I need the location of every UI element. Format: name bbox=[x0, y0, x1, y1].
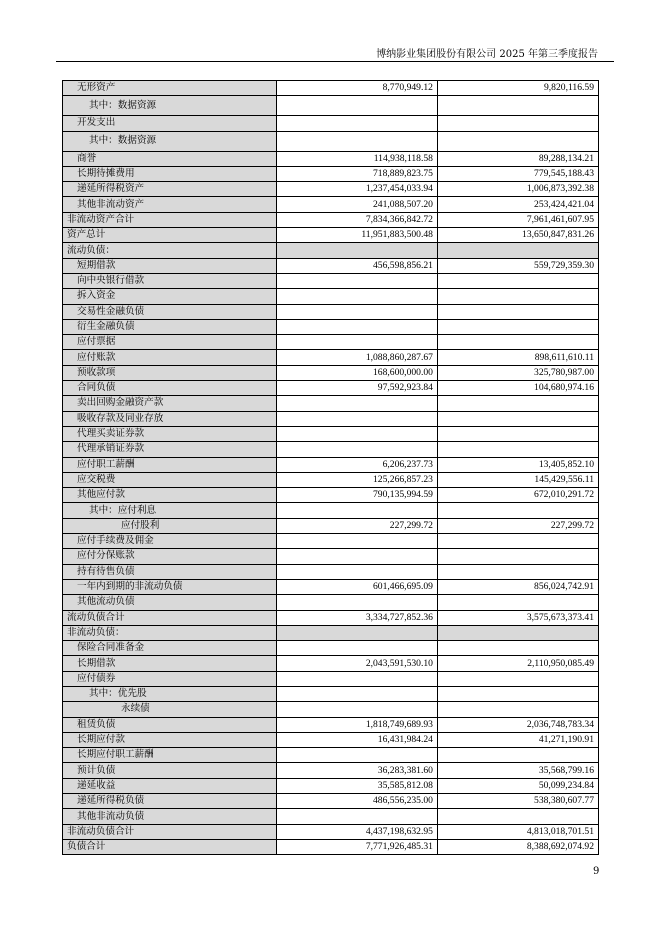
row-label: 其他非流动资产 bbox=[63, 197, 277, 212]
current-period-value bbox=[277, 319, 438, 334]
table-row bbox=[63, 365, 599, 380]
current-period-value: 4,437,198,632.95 bbox=[277, 824, 438, 839]
current-period-value bbox=[277, 625, 438, 640]
prior-period-value: 8,388,692,074.92 bbox=[437, 839, 598, 854]
prior-period-value: 253,424,421.04 bbox=[437, 197, 598, 212]
current-period-value bbox=[277, 396, 438, 411]
table-row bbox=[63, 534, 599, 549]
table-row bbox=[63, 579, 599, 594]
prior-period-value: 898,611,610.11 bbox=[437, 350, 598, 365]
table-row bbox=[63, 564, 599, 579]
row-label: 其他流动负债 bbox=[63, 595, 277, 610]
header-divider bbox=[56, 61, 614, 62]
table-row bbox=[63, 824, 599, 839]
table-row bbox=[63, 166, 599, 181]
row-label: 卖出回购金融资产款 bbox=[63, 396, 277, 411]
table-row bbox=[63, 656, 599, 671]
current-period-value: 7,834,366,842.72 bbox=[277, 212, 438, 227]
current-period-value: 456,598,856.21 bbox=[277, 258, 438, 273]
table-row bbox=[63, 273, 599, 288]
prior-period-value: 41,271,190.91 bbox=[437, 732, 598, 747]
table-row bbox=[63, 381, 599, 396]
current-period-value bbox=[277, 116, 438, 131]
row-label: 其中：优先股 bbox=[63, 686, 277, 701]
current-period-value: 1,818,749,689.93 bbox=[277, 717, 438, 732]
current-period-value bbox=[277, 304, 438, 319]
current-period-value: 241,088,507.20 bbox=[277, 197, 438, 212]
table-row bbox=[63, 641, 599, 656]
prior-period-value bbox=[437, 131, 598, 151]
current-period-value bbox=[277, 96, 438, 116]
row-label: 开发支出 bbox=[63, 116, 277, 131]
current-period-value: 486,556,235.00 bbox=[277, 794, 438, 809]
row-label: 递延所得税负债 bbox=[63, 794, 277, 809]
table-row bbox=[63, 411, 599, 426]
table-row bbox=[63, 116, 599, 131]
table-row bbox=[63, 488, 599, 503]
row-label: 其他应付款 bbox=[63, 488, 277, 503]
prior-period-value: 227,299.72 bbox=[437, 518, 598, 533]
current-period-value: 36,283,381.60 bbox=[277, 763, 438, 778]
row-label: 应交税费 bbox=[63, 472, 277, 487]
row-label: 保险合同准备金 bbox=[63, 641, 277, 656]
row-label: 递延所得税资产 bbox=[63, 182, 277, 197]
prior-period-value bbox=[437, 426, 598, 441]
table-row bbox=[63, 81, 599, 96]
table-row bbox=[63, 472, 599, 487]
row-label: 吸收存款及同业存放 bbox=[63, 411, 277, 426]
current-period-value: 11,951,883,500.48 bbox=[277, 228, 438, 243]
table-row bbox=[63, 151, 599, 166]
table-row bbox=[63, 426, 599, 441]
current-period-value: 8,770,949.12 bbox=[277, 81, 438, 96]
prior-period-value bbox=[437, 748, 598, 763]
row-label: 其他非流动负债 bbox=[63, 809, 277, 824]
section-header-row bbox=[63, 625, 599, 640]
table-row bbox=[63, 442, 599, 457]
current-period-value bbox=[277, 534, 438, 549]
row-label: 一年内到期的非流动负债 bbox=[63, 579, 277, 594]
row-label: 负债合计 bbox=[63, 839, 277, 854]
current-period-value: 718,889,823.75 bbox=[277, 166, 438, 181]
table-row bbox=[63, 610, 599, 625]
current-period-value bbox=[277, 289, 438, 304]
row-label: 持有待售负债 bbox=[63, 564, 277, 579]
current-period-value bbox=[277, 426, 438, 441]
prior-period-value bbox=[437, 116, 598, 131]
row-label: 代理买卖证券款 bbox=[63, 426, 277, 441]
current-period-value: 114,938,118.58 bbox=[277, 151, 438, 166]
current-period-value bbox=[277, 809, 438, 824]
prior-period-value: 2,036,748,783.34 bbox=[437, 717, 598, 732]
table-row bbox=[63, 212, 599, 227]
current-period-value: 35,585,812.08 bbox=[277, 778, 438, 793]
table-row bbox=[63, 396, 599, 411]
row-label: 合同负债 bbox=[63, 381, 277, 396]
table-row bbox=[63, 778, 599, 793]
row-label: 资产总计 bbox=[63, 228, 277, 243]
prior-period-value bbox=[437, 335, 598, 350]
prior-period-value: 538,380,607.77 bbox=[437, 794, 598, 809]
table-row bbox=[63, 671, 599, 686]
current-period-value: 168,600,000.00 bbox=[277, 365, 438, 380]
prior-period-value bbox=[437, 289, 598, 304]
row-label: 长期借款 bbox=[63, 656, 277, 671]
row-label: 衍生金融负债 bbox=[63, 319, 277, 334]
table-row bbox=[63, 228, 599, 243]
row-label: 其中：数据资源 bbox=[63, 131, 277, 151]
table-row bbox=[63, 763, 599, 778]
current-period-value: 16,431,984.24 bbox=[277, 732, 438, 747]
prior-period-value: 89,288,134.21 bbox=[437, 151, 598, 166]
prior-period-value bbox=[437, 442, 598, 457]
table-row bbox=[63, 197, 599, 212]
current-period-value bbox=[277, 503, 438, 518]
prior-period-value bbox=[437, 641, 598, 656]
prior-period-value bbox=[437, 534, 598, 549]
row-label: 预收款项 bbox=[63, 365, 277, 380]
row-label: 流动负债： bbox=[63, 243, 277, 258]
row-label: 其中：数据资源 bbox=[63, 96, 277, 116]
report-header-title: 博纳影业集团股份有限公司 2025 年第三季度报告 bbox=[376, 49, 598, 60]
current-period-value bbox=[277, 564, 438, 579]
row-label: 应付分保账款 bbox=[63, 549, 277, 564]
row-label: 应付票据 bbox=[63, 335, 277, 350]
row-label: 永续债 bbox=[63, 702, 277, 717]
prior-period-value: 856,024,742.91 bbox=[437, 579, 598, 594]
prior-period-value bbox=[437, 304, 598, 319]
row-label: 应付债券 bbox=[63, 671, 277, 686]
prior-period-value: 35,568,799.16 bbox=[437, 763, 598, 778]
current-period-value: 3,334,727,852.36 bbox=[277, 610, 438, 625]
current-period-value bbox=[277, 335, 438, 350]
current-period-value bbox=[277, 702, 438, 717]
prior-period-value bbox=[437, 564, 598, 579]
prior-period-value: 672,010,291.72 bbox=[437, 488, 598, 503]
row-label: 应付股利 bbox=[63, 518, 277, 533]
page-number: 9 bbox=[593, 866, 600, 877]
table-row bbox=[63, 595, 599, 610]
current-period-value bbox=[277, 748, 438, 763]
current-period-value bbox=[277, 549, 438, 564]
current-period-value: 7,771,926,485.31 bbox=[277, 839, 438, 854]
row-label: 无形资产 bbox=[63, 81, 277, 96]
current-period-value: 97,592,923.84 bbox=[277, 381, 438, 396]
current-period-value bbox=[277, 595, 438, 610]
row-label: 非流动资产合计 bbox=[63, 212, 277, 227]
prior-period-value bbox=[437, 503, 598, 518]
row-label: 其中：应付利息 bbox=[63, 503, 277, 518]
table-row bbox=[63, 182, 599, 197]
prior-period-value bbox=[437, 319, 598, 334]
row-label: 代理承销证券款 bbox=[63, 442, 277, 457]
current-period-value bbox=[277, 273, 438, 288]
prior-period-value: 13,405,852.10 bbox=[437, 457, 598, 472]
prior-period-value bbox=[437, 702, 598, 717]
current-period-value bbox=[277, 131, 438, 151]
current-period-value: 1,237,454,033.94 bbox=[277, 182, 438, 197]
current-period-value bbox=[277, 442, 438, 457]
table-row bbox=[63, 794, 599, 809]
row-label: 向中央银行借款 bbox=[63, 273, 277, 288]
table-row bbox=[63, 839, 599, 854]
row-label: 商誉 bbox=[63, 151, 277, 166]
prior-period-value: 2,110,950,085.49 bbox=[437, 656, 598, 671]
table-row bbox=[63, 702, 599, 717]
table-row bbox=[63, 809, 599, 824]
balance-sheet-table bbox=[62, 80, 599, 855]
table-row bbox=[63, 732, 599, 747]
row-label: 拆入资金 bbox=[63, 289, 277, 304]
prior-period-value bbox=[437, 809, 598, 824]
prior-period-value: 779,545,188.43 bbox=[437, 166, 598, 181]
current-period-value: 790,135,994.59 bbox=[277, 488, 438, 503]
current-period-value bbox=[277, 243, 438, 258]
row-label: 流动负债合计 bbox=[63, 610, 277, 625]
table-row bbox=[63, 717, 599, 732]
current-period-value: 125,266,857.23 bbox=[277, 472, 438, 487]
prior-period-value bbox=[437, 396, 598, 411]
table-row bbox=[63, 131, 599, 151]
current-period-value: 227,299.72 bbox=[277, 518, 438, 533]
prior-period-value bbox=[437, 96, 598, 116]
row-label: 应付账款 bbox=[63, 350, 277, 365]
prior-period-value: 559,729,359.30 bbox=[437, 258, 598, 273]
prior-period-value: 13,650,847,831.26 bbox=[437, 228, 598, 243]
current-period-value bbox=[277, 671, 438, 686]
row-label: 递延收益 bbox=[63, 778, 277, 793]
table-row bbox=[63, 518, 599, 533]
prior-period-value: 7,961,461,607.95 bbox=[437, 212, 598, 227]
row-label: 短期借款 bbox=[63, 258, 277, 273]
table-row bbox=[63, 258, 599, 273]
balance-sheet-body bbox=[63, 81, 599, 855]
row-label: 长期应付职工薪酬 bbox=[63, 748, 277, 763]
row-label: 交易性金融负债 bbox=[63, 304, 277, 319]
prior-period-value: 145,429,556.11 bbox=[437, 472, 598, 487]
prior-period-value bbox=[437, 671, 598, 686]
current-period-value: 6,206,237.73 bbox=[277, 457, 438, 472]
section-header-row bbox=[63, 243, 599, 258]
table-row bbox=[63, 350, 599, 365]
row-label: 非流动负债合计 bbox=[63, 824, 277, 839]
table-row bbox=[63, 457, 599, 472]
current-period-value bbox=[277, 686, 438, 701]
table-row bbox=[63, 319, 599, 334]
table-row bbox=[63, 96, 599, 116]
prior-period-value bbox=[437, 686, 598, 701]
prior-period-value: 50,099,234.84 bbox=[437, 778, 598, 793]
prior-period-value bbox=[437, 625, 598, 640]
current-period-value: 2,043,591,530.10 bbox=[277, 656, 438, 671]
row-label: 长期应付款 bbox=[63, 732, 277, 747]
row-label: 租赁负债 bbox=[63, 717, 277, 732]
prior-period-value bbox=[437, 273, 598, 288]
prior-period-value: 9,820,116.59 bbox=[437, 81, 598, 96]
row-label: 应付职工薪酬 bbox=[63, 457, 277, 472]
table-row bbox=[63, 503, 599, 518]
table-row bbox=[63, 686, 599, 701]
prior-period-value: 4,813,018,701.51 bbox=[437, 824, 598, 839]
prior-period-value bbox=[437, 243, 598, 258]
current-period-value: 1,088,860,287.67 bbox=[277, 350, 438, 365]
row-label: 非流动负债： bbox=[63, 625, 277, 640]
table-row bbox=[63, 304, 599, 319]
row-label: 长期待摊费用 bbox=[63, 166, 277, 181]
prior-period-value bbox=[437, 411, 598, 426]
table-row bbox=[63, 335, 599, 350]
current-period-value bbox=[277, 411, 438, 426]
row-label: 应付手续费及佣金 bbox=[63, 534, 277, 549]
prior-period-value: 104,680,974.16 bbox=[437, 381, 598, 396]
prior-period-value: 325,780,987.00 bbox=[437, 365, 598, 380]
prior-period-value bbox=[437, 595, 598, 610]
current-period-value: 601,466,695.09 bbox=[277, 579, 438, 594]
table-row bbox=[63, 549, 599, 564]
prior-period-value: 1,006,873,392.38 bbox=[437, 182, 598, 197]
prior-period-value: 3,575,673,373.41 bbox=[437, 610, 598, 625]
table-row bbox=[63, 748, 599, 763]
prior-period-value bbox=[437, 549, 598, 564]
current-period-value bbox=[277, 641, 438, 656]
table-row bbox=[63, 289, 599, 304]
row-label: 预计负债 bbox=[63, 763, 277, 778]
